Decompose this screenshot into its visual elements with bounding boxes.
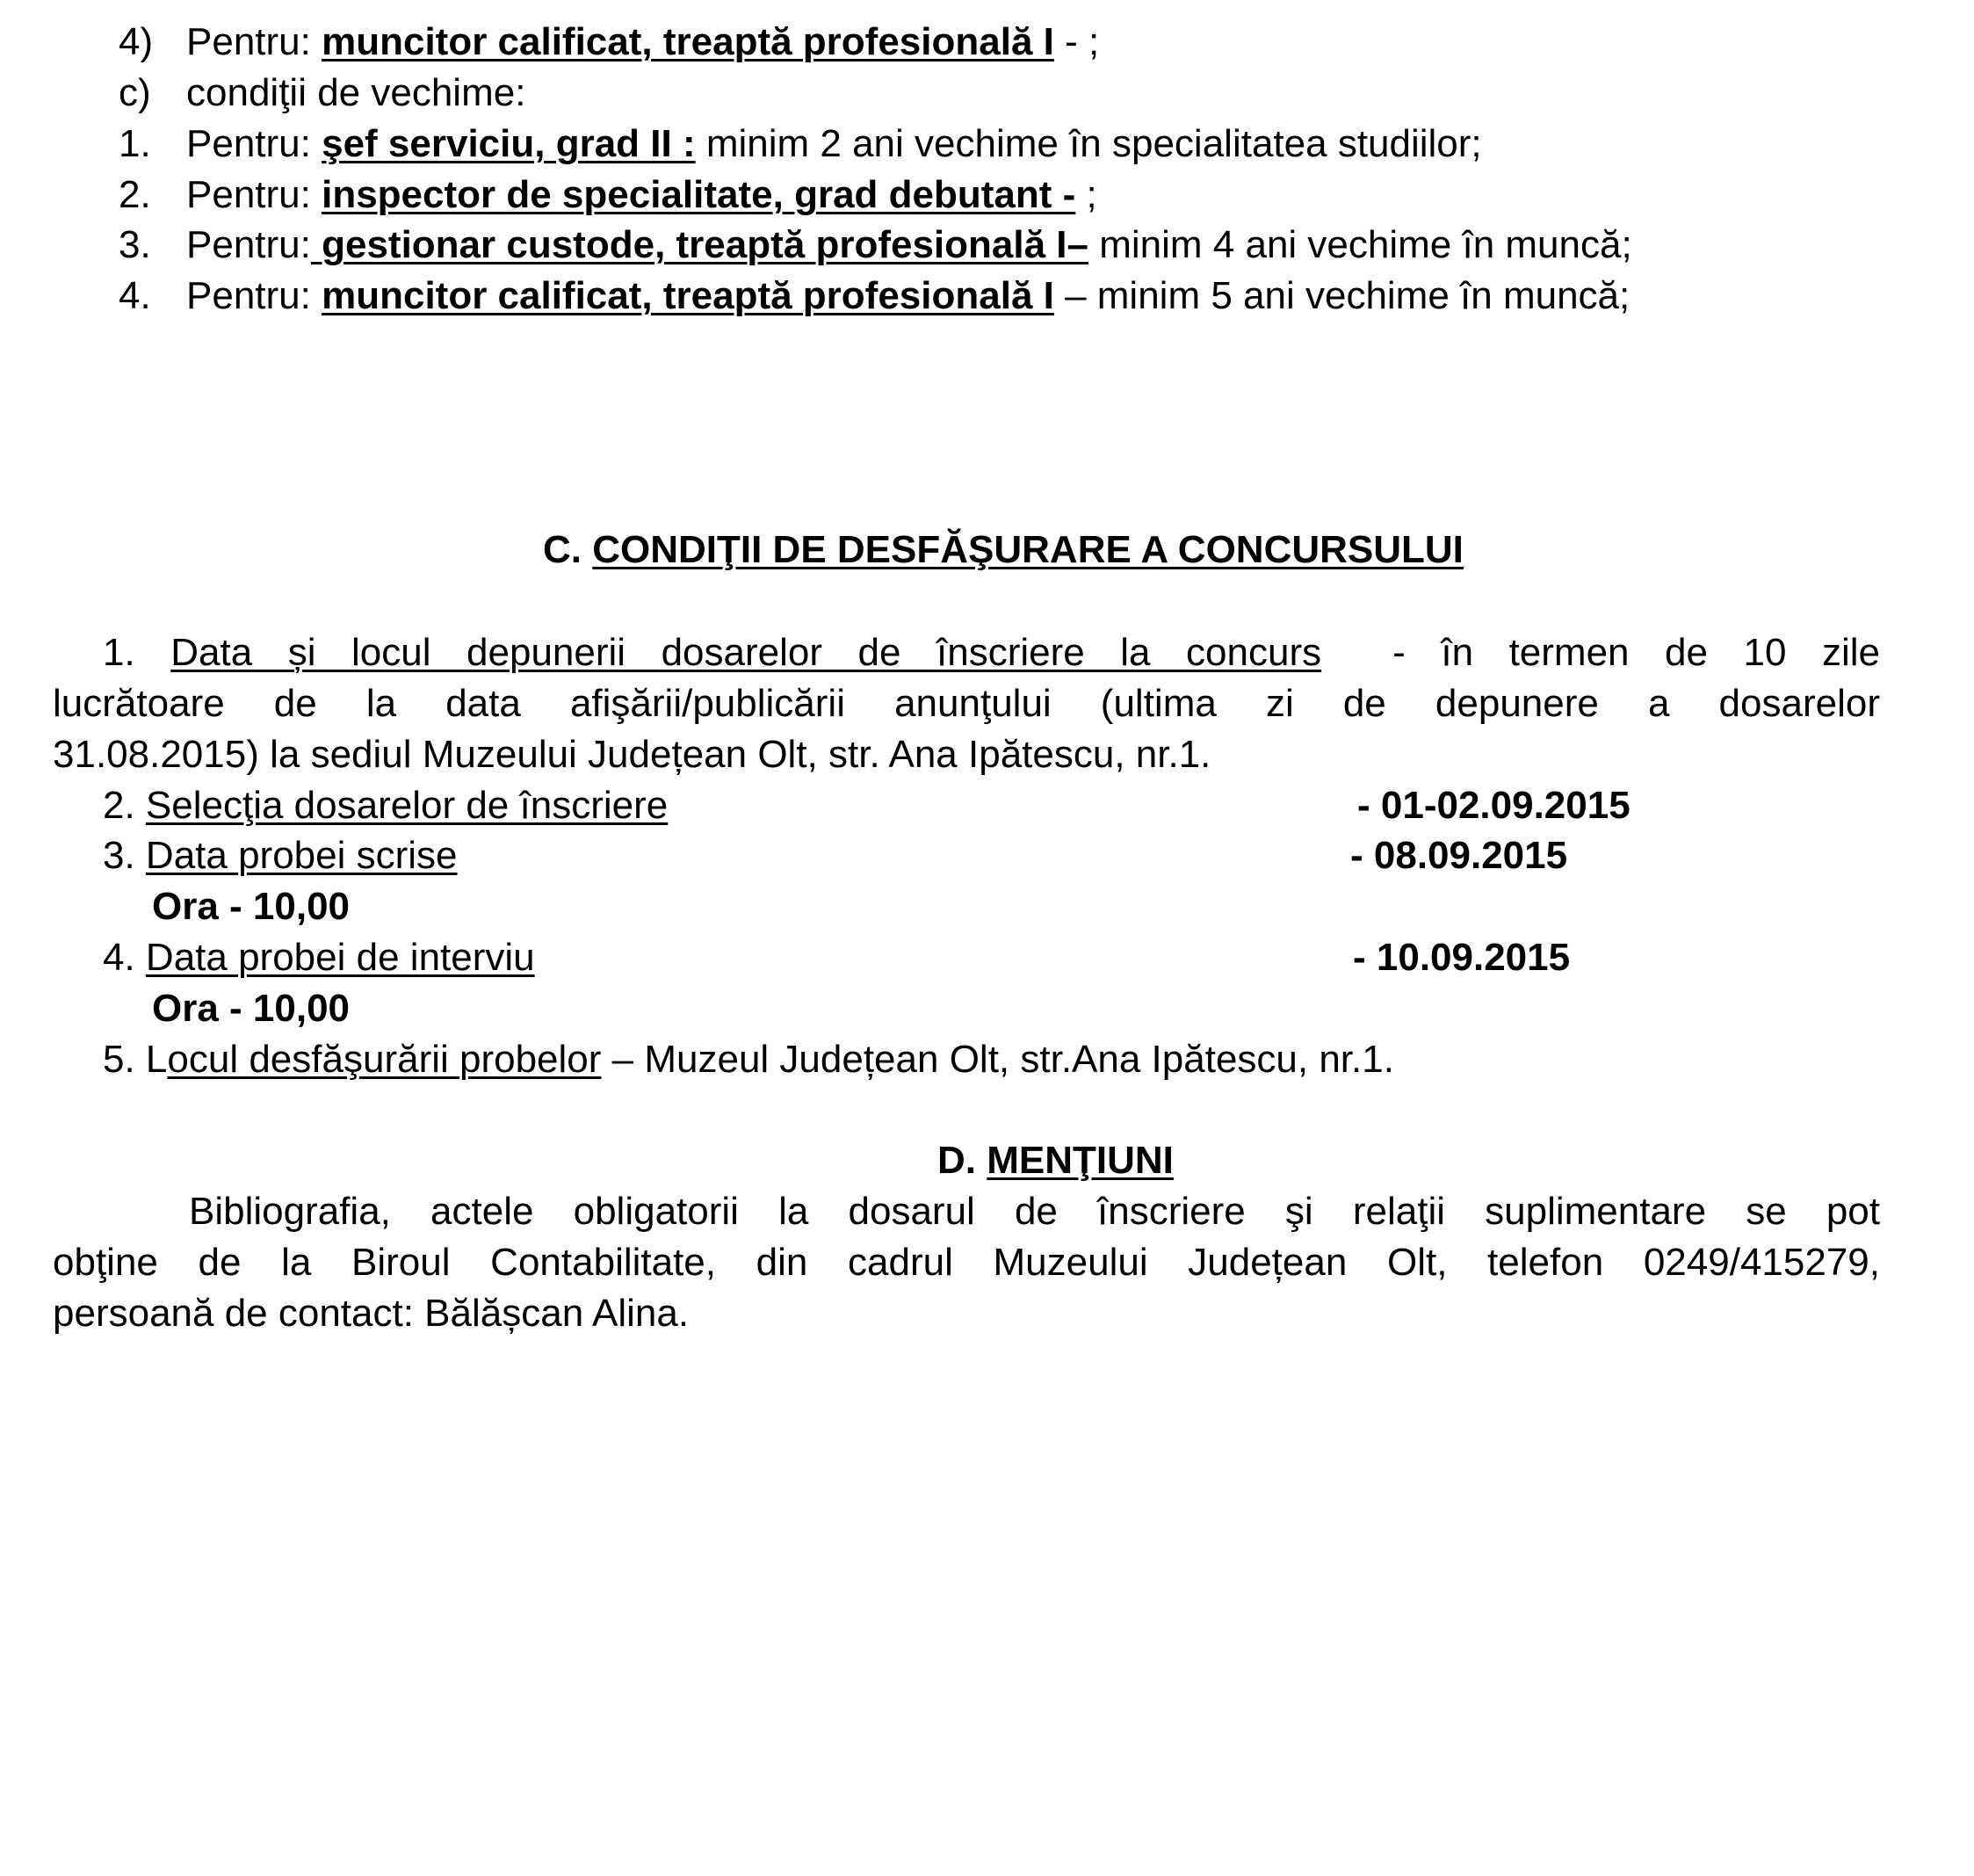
heading-prefix: C.: [543, 528, 593, 571]
item-num: 1.: [103, 631, 171, 674]
heading-title: CONDIŢII DE DESFĂŞURARE A CONCURSULUI: [592, 528, 1464, 571]
item-num: 3.: [103, 834, 146, 877]
item-num: 2.: [103, 784, 146, 827]
list-num: 1.: [119, 122, 151, 165]
item-prefix: Pentru:: [186, 274, 322, 317]
item-prefix: Pentru:: [186, 223, 311, 266]
item-position: inspector de specialitate, grad debutant -: [322, 173, 1076, 216]
list-num: 4): [119, 20, 154, 63]
item-rest: - în termen de 10 zile: [1392, 631, 1881, 674]
paragraph-line: 31.08.2015) la sediul Muzeului Județean Olt, str. Ana Ipătescu, nr.1.: [53, 733, 1211, 776]
item-position: gestionar custode, treaptă profesională I–: [310, 223, 1088, 266]
item-prefix: Pentru:: [186, 20, 322, 63]
list-item: condiţii de vechime:: [186, 71, 526, 114]
item-prefix: Pentru:: [186, 173, 322, 216]
item-label: Data și locul depunerii dosarelor de înscriere la concurs: [170, 631, 1322, 674]
list-num: 4.: [119, 274, 151, 317]
schedule-time: Ora - 10,00: [152, 885, 351, 928]
item-rest: – Muzeul Județean Olt, str.Ana Ipătescu, nr.1.: [601, 1038, 1394, 1081]
item-position: şef serviciu, grad II :: [322, 122, 696, 165]
item-suffix: ;: [1075, 173, 1097, 216]
list-item: [186, 223, 1632, 266]
schedule-date: - 08.09.2015: [1350, 834, 1568, 877]
list-item: [186, 20, 1100, 63]
list-num: 3.: [119, 223, 151, 266]
heading-prefix: D.: [937, 1139, 987, 1182]
item-suffix: minim 2 ani vechime în specialitatea studiilor;: [695, 122, 1482, 165]
heading-title: MENŢIUNI: [987, 1139, 1174, 1182]
item-suffix: minim 4 ani vechime în muncă;: [1088, 223, 1632, 266]
paragraph-line: persoană de contact: Bălășcan Alina.: [53, 1292, 690, 1335]
paragraph-line: [53, 631, 1881, 674]
item-num: 5. L: [103, 1038, 168, 1081]
schedule-item: [103, 1040, 1394, 1079]
list-num: c): [119, 71, 151, 114]
item-label: Data probei de interviu: [145, 936, 535, 979]
list-item: [186, 122, 1482, 165]
schedule-date: - 10.09.2015: [1353, 936, 1571, 979]
item-position: muncitor calificat, treaptă profesională I: [322, 274, 1054, 317]
schedule-item: [103, 834, 458, 877]
item-label: ocul desfăşurării probelor: [167, 1038, 602, 1081]
item-label: Data probei scrise: [145, 834, 458, 877]
list-item: [186, 173, 1097, 216]
section-heading: [937, 1141, 1174, 1180]
schedule-date: - 01-02.09.2015: [1357, 784, 1631, 827]
item-position: muncitor calificat, treaptă profesională I: [322, 20, 1054, 63]
item-prefix: Pentru:: [186, 122, 322, 165]
paragraph-line: obţine de la Biroul Contabilitate, din cadrul Muzeului Județean Olt, telefon 0249/415279,: [53, 1241, 1880, 1284]
list-num: 2.: [119, 173, 151, 216]
paragraph-line: Bibliografia, actele obligatorii la dosarul de înscriere şi relaţii suplimentare se pot: [189, 1190, 1880, 1233]
section-heading: [543, 528, 1464, 571]
list-item: [186, 274, 1631, 317]
schedule-item: [103, 786, 668, 825]
schedule-item: [103, 938, 535, 977]
paragraph-line: lucrătoare de la data afişării/publicării anunţului (ultima zi de depunere a dosarelor: [53, 682, 1880, 725]
item-label: Selecţia dosarelor de înscriere: [145, 784, 669, 827]
item-num: 4.: [103, 936, 146, 979]
item-suffix: - ;: [1053, 20, 1100, 63]
schedule-time: Ora - 10,00: [152, 987, 351, 1030]
item-suffix: – minim 5 ani vechime în muncă;: [1053, 274, 1631, 317]
